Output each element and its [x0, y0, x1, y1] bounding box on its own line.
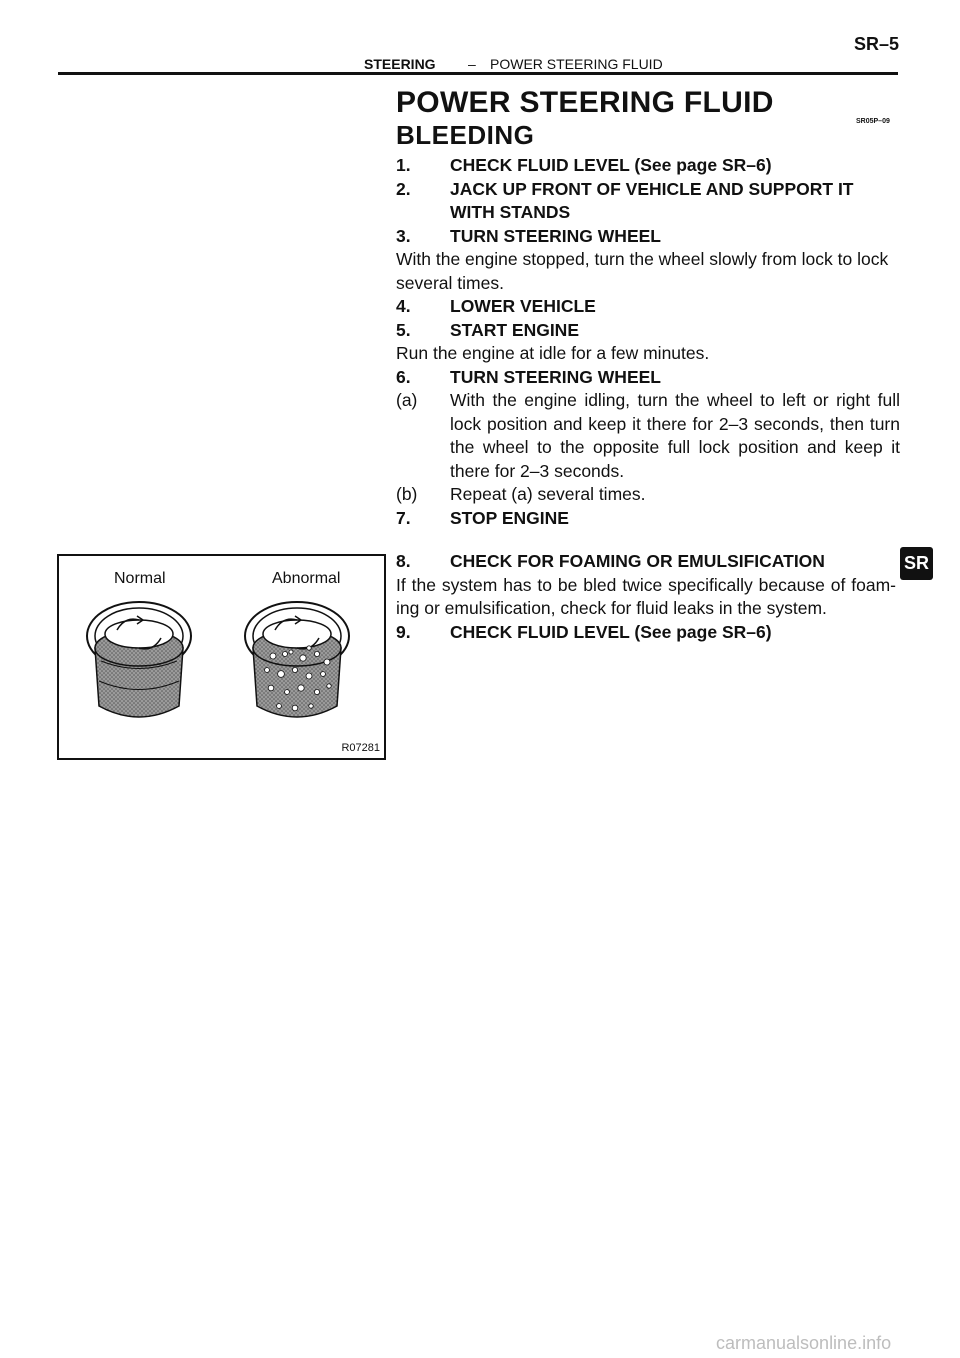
- step-3: [396, 225, 906, 249]
- step-text: STOP ENGINE: [450, 507, 569, 528]
- step-text: TURN STEERING WHEEL: [450, 366, 661, 387]
- step-number: 5.: [396, 319, 411, 340]
- substep-b: [396, 483, 906, 507]
- figure-code: R07281: [341, 742, 380, 754]
- step-number: 9.: [396, 621, 411, 642]
- header-section: STEERING: [364, 56, 436, 72]
- abnormal-reservoir-icon: [245, 602, 349, 717]
- step-text-line: JACK UP FRONT OF VEHICLE AND SUPPORT IT: [450, 178, 854, 199]
- header-topic: POWER STEERING FLUID: [490, 56, 663, 72]
- step-description: With the engine stopped, turn the wheel slowly from lock to lock several times.: [396, 249, 889, 293]
- step-5: [396, 319, 906, 343]
- step-text: START ENGINE: [450, 319, 579, 340]
- abnormal-label: Abnormal: [272, 570, 341, 587]
- header-dash: –: [468, 56, 476, 72]
- step-number: 6.: [396, 366, 411, 387]
- substep-letter: (a): [396, 390, 418, 410]
- step-6: [396, 366, 906, 390]
- procedure-steps-continued: [396, 550, 906, 644]
- substep-a: [396, 389, 906, 483]
- step-text: LOWER VEHICLE: [450, 296, 596, 316]
- step-4: [396, 295, 906, 319]
- step-9: [396, 621, 906, 645]
- step-text: CHECK FLUID LEVEL (See page SR–6): [450, 621, 772, 642]
- page-number: SR–5: [854, 34, 900, 54]
- step-number: 3.: [396, 225, 411, 246]
- fluid-condition-figure: [57, 554, 386, 760]
- normal-reservoir-icon: [87, 602, 191, 717]
- substep-letter: (b): [396, 484, 418, 504]
- substep-text: With the engine idling, turn the wheel to left or right full lock position and keep it there for 2–3 seconds, then turn the wheel to the opposite full lock position and keep it there for 2–3 seconds.: [450, 390, 900, 481]
- step-text-line: WITH STANDS: [450, 202, 571, 222]
- document-code: SR05P–09: [856, 118, 890, 125]
- step-description: Run the engine at idle for a few minutes.: [396, 343, 710, 363]
- step-number: 8.: [396, 551, 411, 571]
- page-subtitle: BLEEDING: [396, 120, 535, 150]
- step-text: CHECK FOR FOAMING OR EMULSIFICATION: [450, 551, 825, 571]
- step-1: [396, 154, 906, 178]
- step-7: [396, 507, 906, 531]
- section-tab: SR: [900, 547, 933, 580]
- step-text: TURN STEERING WHEEL: [450, 225, 661, 246]
- step-number: 4.: [396, 296, 411, 316]
- header-rule: [58, 72, 898, 75]
- step-description: If the system has to be bled twice specifically because of foam- ing or emulsification, check for fluid leaks in the system.: [396, 574, 896, 618]
- step-2: [396, 178, 906, 225]
- reservoir-illustration: [59, 556, 384, 758]
- step-8: [396, 550, 906, 574]
- step-number: 7.: [396, 507, 411, 528]
- step-text: CHECK FLUID LEVEL (See page SR–6): [450, 155, 772, 175]
- step-number: 1.: [396, 155, 411, 175]
- step-number: 2.: [396, 178, 411, 199]
- normal-label: Normal: [114, 570, 166, 587]
- watermark: carmanualsonline.info: [716, 1333, 892, 1353]
- procedure-steps: [396, 154, 906, 530]
- substep-text: Repeat (a) several times.: [450, 484, 646, 504]
- step-text: [450, 178, 906, 225]
- page-title: POWER STEERING FLUID: [396, 86, 774, 119]
